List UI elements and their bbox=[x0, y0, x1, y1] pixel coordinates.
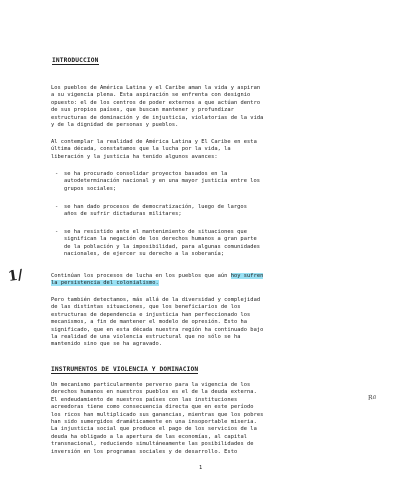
bullet-dash: - bbox=[55, 204, 59, 210]
text-line: grupos sociales; bbox=[64, 185, 117, 192]
text-line: estructuras de dependencia e injusticia han perfeccionado los bbox=[51, 311, 251, 318]
text-line: autodeterminación nacional y en una mayor justicia entre los bbox=[64, 178, 261, 185]
text-line: de las distintas situaciones, que los beneficiarios de los bbox=[51, 304, 241, 311]
paragraph-contemplar bbox=[51, 139, 257, 161]
handwritten-margin-mark: 1/ bbox=[6, 267, 24, 285]
text-line: El endeudamiento de nuestros países con las instituciones bbox=[51, 396, 238, 403]
text-line: opuesto: el de los centros de poder externos a que actúan dentro bbox=[51, 99, 261, 106]
bullet-dash: - bbox=[55, 171, 59, 177]
text-line: inversión en los programas sociales y de desarrollo. Esto bbox=[51, 448, 238, 455]
highlighted-text: persistencia del colonialismo. bbox=[60, 280, 159, 287]
bullet-item-democratizacion bbox=[55, 204, 247, 219]
paragraph-intro bbox=[51, 85, 263, 129]
section-heading-instrumentos: INSTRUMENTOS DE VIOLENCIA Y DOMINACION bbox=[51, 366, 199, 373]
text-line: liberación y la justicia ha tenido algunos avances: bbox=[51, 153, 218, 160]
text-line: se ha resistido ante el mantenimiento de situaciones que bbox=[64, 229, 247, 235]
text-line: estructuras de dominación y de injusticia, violatorias de la vida bbox=[51, 114, 264, 121]
text-line: derechos humanos en nuestros pueblos es el de la deuda externa. bbox=[51, 389, 257, 396]
bullet-item-resistencia bbox=[55, 229, 261, 259]
text-line: Pero también detectamos, más allá de la diversidad y complejidad bbox=[51, 297, 261, 303]
section-heading-introduccion: INTRODUCCION bbox=[52, 57, 99, 64]
handwritten-margin-note: Ra bbox=[367, 393, 377, 402]
text-line: Los pueblos de América Latina y el Caribe aman la vida y aspiran bbox=[51, 85, 261, 91]
text-line: se han dado procesos de democratización, luego de largos bbox=[64, 204, 247, 210]
text-line: la realidad de una violencia estructural que no sólo se ha bbox=[51, 334, 241, 341]
text-line: de sus propios países, que buscan mantener y profundizar bbox=[51, 107, 234, 114]
bullet-dash: - bbox=[55, 229, 59, 235]
paragraph-colonialismo bbox=[51, 273, 263, 288]
text-line: a su vigencia plena. Esta aspiración se enfrenta con designio bbox=[51, 92, 251, 99]
text-line: se ha procurado consolidar proyectos basados en la bbox=[64, 171, 228, 177]
highlighted-text: la bbox=[51, 280, 61, 287]
text-line: acreedoras tiene como consecuencia directa que en este período bbox=[51, 404, 254, 411]
text-line: transnacional, reduciendo simultáneamente las posibilidades de bbox=[51, 441, 254, 448]
text-line: los ricos han multiplicado sus ganancias, mientras que los pobres bbox=[51, 411, 264, 418]
bullet-item-autodeterminacion bbox=[55, 171, 261, 193]
text-line: mantenido sino que se ha agravado. bbox=[51, 341, 163, 348]
paragraph-deuda-externa bbox=[51, 382, 263, 456]
text-line: deuda ha obligado a la apertura de las economías, al capital bbox=[51, 433, 248, 440]
paragraph-detectamos bbox=[51, 297, 263, 349]
highlighted-text: hoy sufren bbox=[230, 273, 264, 279]
text-line: mecanismos, a fin de mantener el modelo de opresión. Esto ha bbox=[51, 319, 248, 326]
text-line: La injusticia social que produce el pago de los servicios de la bbox=[51, 426, 257, 433]
text-line: de la población y la imposibilidad, para algunas comunidades bbox=[64, 243, 261, 250]
text-line: años de sufrir dictaduras militares; bbox=[64, 211, 182, 218]
text-line: Al contemplar la realidad de América Latina y El Caribe en esta bbox=[51, 139, 257, 145]
page-number: 1 bbox=[199, 465, 203, 471]
text-line: Un mecanismo particularmente perverso para la vigencia de los bbox=[51, 382, 251, 388]
text-line: han sido sumergidos dramáticamente en una insoportable miseria. bbox=[51, 419, 257, 426]
text-line: significan la negación de los derechos humanos a gran parte bbox=[64, 236, 257, 243]
text-line: nacionales, de ejercer su derecho a la soberanía; bbox=[64, 251, 225, 258]
text-line: y de la dignidad de personas y pueblos. bbox=[51, 122, 179, 129]
text-line: significado, que en esta década nuestra región ha continuado bajo bbox=[51, 326, 264, 333]
text-line: última década, constatamos que la lucha por la vida, la bbox=[51, 146, 231, 153]
text-span: Continúan los procesos de lucha en los pueblos que aún bbox=[51, 273, 231, 279]
